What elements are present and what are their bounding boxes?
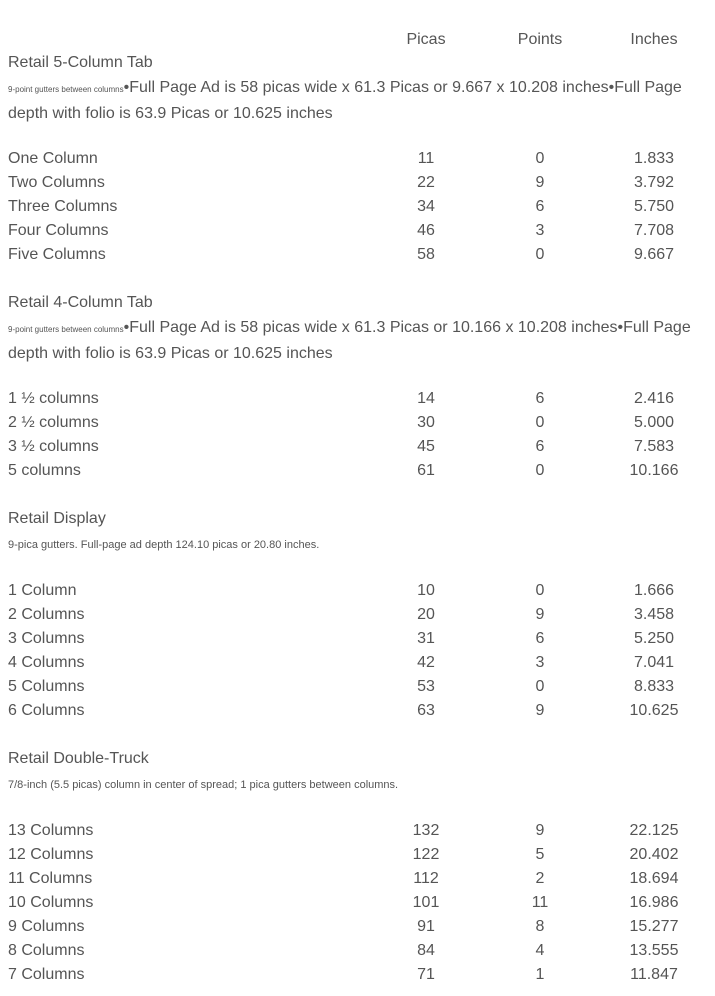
row-inches: 7.041 [633, 654, 675, 671]
row-label: 10 Columns [8, 894, 94, 911]
row-picas: 63 [417, 702, 435, 719]
row-picas: 122 [412, 846, 440, 863]
row-points: 6 [535, 438, 545, 455]
row-label: Two Columns [8, 174, 105, 191]
row-inches: 15.277 [629, 918, 679, 935]
row-label: 3 Columns [8, 630, 85, 647]
row-points: 9 [535, 606, 545, 623]
row-picas: 61 [417, 462, 435, 479]
row-points: 1 [535, 966, 545, 983]
row-inches: 7.583 [633, 438, 675, 455]
row-picas: 45 [417, 438, 435, 455]
row-picas: 31 [417, 630, 435, 647]
row-label: 2 Columns [8, 606, 85, 623]
row-points: 9 [535, 702, 545, 719]
row-label: Four Columns [8, 222, 109, 239]
row-label: 3 ½ columns [8, 438, 99, 455]
table-row [0, 411, 715, 435]
row-label: 7 Columns [8, 966, 85, 983]
row-picas: 84 [417, 942, 435, 959]
table-row [0, 243, 715, 267]
row-inches: 11.847 [630, 966, 678, 983]
row-label: 2 ½ columns [8, 414, 99, 431]
row-inches: 5.000 [633, 414, 675, 431]
row-points: 0 [535, 246, 545, 263]
row-points: 0 [535, 582, 545, 599]
row-inches: 1.666 [633, 582, 675, 599]
row-label: 4 Columns [8, 654, 85, 671]
row-label: One Column [8, 150, 98, 167]
row-points: 3 [535, 654, 545, 671]
row-label: Five Columns [8, 246, 106, 263]
row-points: 5 [535, 846, 545, 863]
table-row [0, 171, 715, 195]
row-label: 12 Columns [8, 846, 94, 863]
row-label: 1 ½ columns [8, 390, 99, 407]
table-row [0, 675, 715, 699]
table-row [0, 195, 715, 219]
row-picas: 101 [412, 894, 440, 911]
table-row [0, 891, 715, 915]
row-points: 0 [535, 150, 545, 167]
table-row [0, 915, 715, 939]
row-points: 0 [535, 414, 545, 431]
section-description [8, 316, 712, 366]
table-row [0, 219, 715, 243]
row-inches: 3.458 [633, 606, 675, 623]
row-picas: 42 [417, 654, 435, 671]
row-points: 0 [535, 462, 545, 479]
section-title: Retail 4-Column Tab [8, 294, 153, 311]
row-picas: 14 [417, 390, 435, 407]
row-points: 6 [535, 198, 545, 215]
row-points: 8 [535, 918, 545, 935]
section-description [8, 76, 712, 126]
row-points: 11 [531, 894, 549, 911]
section-title: Retail Double-Truck [8, 750, 149, 767]
row-picas: 11 [417, 150, 435, 167]
row-picas: 91 [417, 918, 435, 935]
row-label: 6 Columns [8, 702, 85, 719]
row-picas: 112 [413, 870, 439, 887]
row-points: 4 [535, 942, 545, 959]
row-label: 13 Columns [8, 822, 94, 839]
row-picas: 71 [417, 966, 435, 983]
row-inches: 9.667 [633, 246, 675, 263]
row-points: 3 [535, 222, 545, 239]
row-picas: 10 [417, 582, 435, 599]
row-inches: 5.750 [633, 198, 675, 215]
row-label: 5 Columns [8, 678, 85, 695]
table-row [0, 699, 715, 723]
row-picas: 22 [417, 174, 435, 191]
table-row [0, 867, 715, 891]
table-row [0, 603, 715, 627]
row-inches: 5.250 [633, 630, 675, 647]
row-inches: 10.625 [629, 702, 679, 719]
table-row [0, 387, 715, 411]
row-points: 6 [535, 630, 545, 647]
table-row [0, 651, 715, 675]
row-picas: 46 [417, 222, 435, 239]
row-inches: 2.416 [633, 390, 675, 407]
row-picas: 132 [412, 822, 440, 839]
section-note: 9-pica gutters. Full-page ad depth 124.10 picas or 20.80 inches. [8, 539, 320, 551]
header-inches: Inches [630, 31, 678, 48]
header-picas: Picas [406, 31, 446, 48]
table-row [0, 147, 715, 171]
row-picas: 20 [417, 606, 435, 623]
table-row [0, 819, 715, 843]
full-page-note: •Full Page Ad is 58 picas wide x 61.3 Picas or 9.667 x 10.208 inches•Full Page depth with folio is 63.9 Picas or 10.625 inches [8, 79, 682, 122]
gutter-note: 9-point gutters between columns [8, 85, 124, 94]
row-inches: 16.986 [629, 894, 679, 911]
table-row [0, 627, 715, 651]
row-inches: 10.166 [629, 462, 679, 479]
table-row [0, 579, 715, 603]
row-label: 1 Column [8, 582, 77, 599]
gutter-note: 9-point gutters between columns [8, 325, 124, 334]
section-title: Retail Display [8, 510, 106, 527]
row-label: Three Columns [8, 198, 118, 215]
table-row [0, 435, 715, 459]
row-label: 9 Columns [8, 918, 85, 935]
row-picas: 58 [417, 246, 435, 263]
row-inches: 7.708 [633, 222, 675, 239]
row-points: 9 [535, 822, 545, 839]
section-note: 7/8-inch (5.5 picas) column in center of spread; 1 pica gutters between columns. [8, 779, 399, 791]
row-points: 9 [535, 174, 545, 191]
row-inches: 20.402 [629, 846, 679, 863]
row-label: 5 columns [8, 462, 81, 479]
table-row [0, 459, 715, 483]
table-row [0, 843, 715, 867]
row-inches: 13.555 [629, 942, 679, 959]
row-label: 11 Columns [8, 870, 93, 887]
row-inches: 18.694 [629, 870, 679, 887]
row-inches: 1.833 [633, 150, 675, 167]
row-inches: 3.792 [633, 174, 675, 191]
row-inches: 22.125 [629, 822, 679, 839]
row-label: 8 Columns [8, 942, 85, 959]
row-points: 2 [535, 870, 545, 887]
row-inches: 8.833 [633, 678, 675, 695]
section-title: Retail 5-Column Tab [8, 54, 153, 71]
full-page-note: •Full Page Ad is 58 picas wide x 61.3 Picas or 10.166 x 10.208 inches•Full Page depth with folio is 63.9 Picas or 10.625 inches [8, 319, 691, 362]
row-points: 6 [535, 390, 545, 407]
row-picas: 53 [417, 678, 435, 695]
table-row [0, 963, 715, 987]
row-picas: 30 [417, 414, 435, 431]
header-points: Points [517, 31, 563, 48]
row-picas: 34 [417, 198, 435, 215]
table-row [0, 939, 715, 963]
row-points: 0 [535, 678, 545, 695]
